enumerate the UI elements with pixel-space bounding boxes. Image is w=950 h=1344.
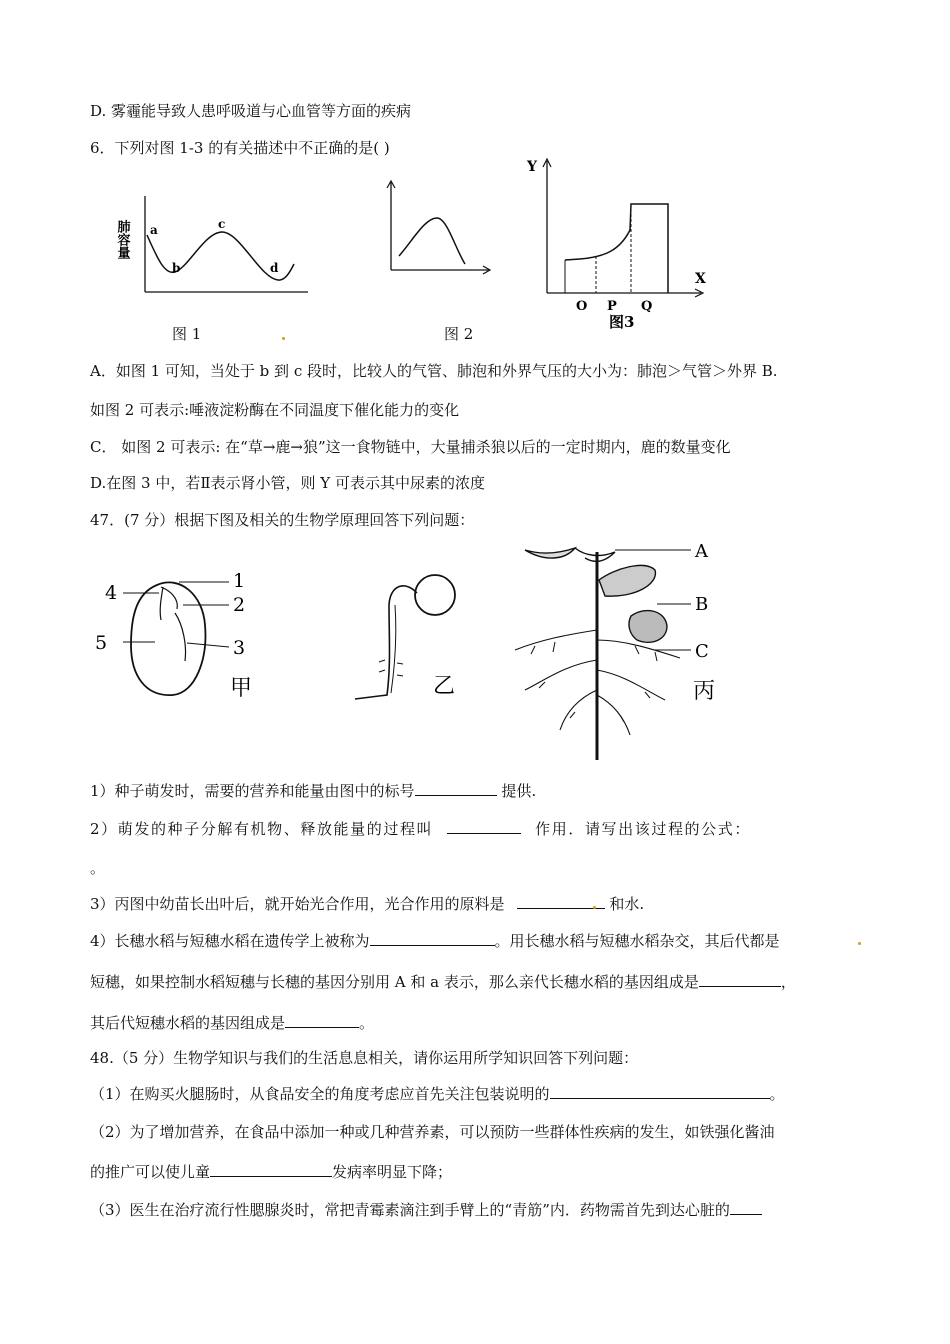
figure-3-x-label: X xyxy=(695,271,706,287)
seed-yi-label: 乙 xyxy=(433,674,456,699)
question-47-part-4b: 短穗，如果控制水稻短穗与长穗的基因分别用 A 和 a 表示，那么亲代长穗水稻的基因组成是 ， xyxy=(90,973,796,991)
question-47-stem: 47．(7 分）根据下图及相关的生物学原理回答下列问题： xyxy=(90,511,475,529)
answer-blank-47-1[interactable] xyxy=(415,780,497,796)
seed-jia-part-3: 3 xyxy=(233,637,246,659)
stray-dot xyxy=(858,942,861,945)
stray-dot xyxy=(282,337,285,340)
figure-1-ylabel: 肺容量 xyxy=(114,220,130,259)
seedling-part-b: B xyxy=(695,594,709,615)
figure-1-caption: 图 1 xyxy=(172,325,202,343)
question-47-part-1: 1）种子萌发时，需要的营养和能量由图中的标号 提供. xyxy=(90,782,537,800)
question-48-part-3: （3）医生在治疗流行性腮腺炎时，常把青霉素滴注到手臂上的“青筋”内．药物需首先到达心脏的 xyxy=(90,1199,762,1220)
answer-blank-47-3[interactable] xyxy=(517,893,605,909)
figure-1-point-b: b xyxy=(172,261,181,275)
seed-jia-part-1: 1 xyxy=(233,570,246,592)
seed-jia-part-4: 4 xyxy=(105,582,118,604)
question-6-stem: 6．下列对图 1-3 的有关描述中不正确的是( ) xyxy=(90,139,390,157)
figure-3-tick-q: Q xyxy=(641,299,653,314)
answer-blank-47-4b[interactable] xyxy=(699,971,781,987)
option-d-text: D. 雾霾能导致人患呼吸道与心血管等方面的疾病 xyxy=(90,102,412,120)
question-6-option-c: C． 如图 2 可表示: 在“草→鹿→狼”这一食物链中，大量捕杀狼以后的一定时期内，鹿的数量变化 xyxy=(90,438,731,456)
seed-diagram-yi xyxy=(335,565,495,710)
figure-1-point-d: d xyxy=(270,261,279,275)
stray-dot xyxy=(593,906,596,909)
question-48-stem: 48.（5 分）生物学知识与我们的生活息息相关，请你运用所学知识回答下列问题： xyxy=(90,1049,639,1067)
question-48-part-1: （1）在购买火腿肠时，从食品安全的角度考虑应首先关注包装说明的 。 xyxy=(90,1085,785,1103)
answer-blank-48-3[interactable] xyxy=(730,1199,762,1215)
figure-3-tick-o: O xyxy=(576,299,588,314)
seed-diagram-jia xyxy=(95,565,265,710)
answer-blank-47-2[interactable] xyxy=(447,818,521,834)
question-6-option-a: A．如图 1 可知，当处于 b 到 c 段时，比较人的气管、肺泡和外界气压的大小为：肺泡＞气管＞外界 B. xyxy=(90,362,778,380)
figure-3-tick-p: P xyxy=(607,299,617,314)
answer-blank-48-1[interactable] xyxy=(550,1083,770,1099)
figure-2-caption: 图 2 xyxy=(444,325,474,343)
figure-1-point-a: a xyxy=(150,223,158,237)
seedling-part-c: C xyxy=(695,641,709,662)
question-48-part-2a: （2）为了增加营养，在食品中添加一种或几种营养素，可以预防一些群体性疾病的发生，如铁强化酱油 xyxy=(90,1123,775,1141)
question-47-part-4a: 4）长穗水稻与短穗水稻在遗传学上被称为 。用长穗水稻与短穗水稻杂交，其后代都是 xyxy=(90,932,780,950)
seed-jia-label: 甲 xyxy=(230,676,253,701)
figure-2-curve xyxy=(385,178,495,278)
question-47-part-2: 2）萌发的种子分解有机物、释放能量的过程叫 作用．请写出该过程的公式： xyxy=(90,820,751,838)
answer-blank-47-4c[interactable] xyxy=(285,1012,359,1028)
figure-3-y-label: Y xyxy=(527,159,537,175)
figure-1-lung-volume xyxy=(110,190,310,300)
question-48-part-2b: 的推广可以使儿童 发病率明显下降； xyxy=(90,1163,453,1181)
question-47-part-2-end: 。 xyxy=(90,859,106,877)
answer-blank-47-4a[interactable] xyxy=(370,930,495,946)
seedling-part-a: A xyxy=(695,541,708,562)
question-47-part-3: 3）丙图中幼苗长出叶后，就开始光合作用，光合作用的原料是 和水. xyxy=(90,895,645,913)
figure-3-graph xyxy=(525,155,715,335)
seed-jia-part-2: 2 xyxy=(233,594,246,616)
question-6-option-d: D.在图 3 中，若Ⅱ表示肾小管，则 Y 可表示其中尿素的浓度 xyxy=(90,474,485,492)
question-47-part-4c: 其后代短穗水稻的基因组成是 。 xyxy=(90,1014,375,1032)
answer-blank-48-2[interactable] xyxy=(210,1161,332,1177)
question-6-option-b: 如图 2 可表示:唾液淀粉酶在不同温度下催化能力的变化 xyxy=(90,401,460,419)
seedling-diagram-bing xyxy=(505,540,725,765)
seedling-label: 丙 xyxy=(693,679,716,704)
figure-1-point-c: c xyxy=(218,217,226,231)
seed-jia-part-5: 5 xyxy=(95,632,108,654)
figure-3-caption: 图3 xyxy=(609,313,635,331)
